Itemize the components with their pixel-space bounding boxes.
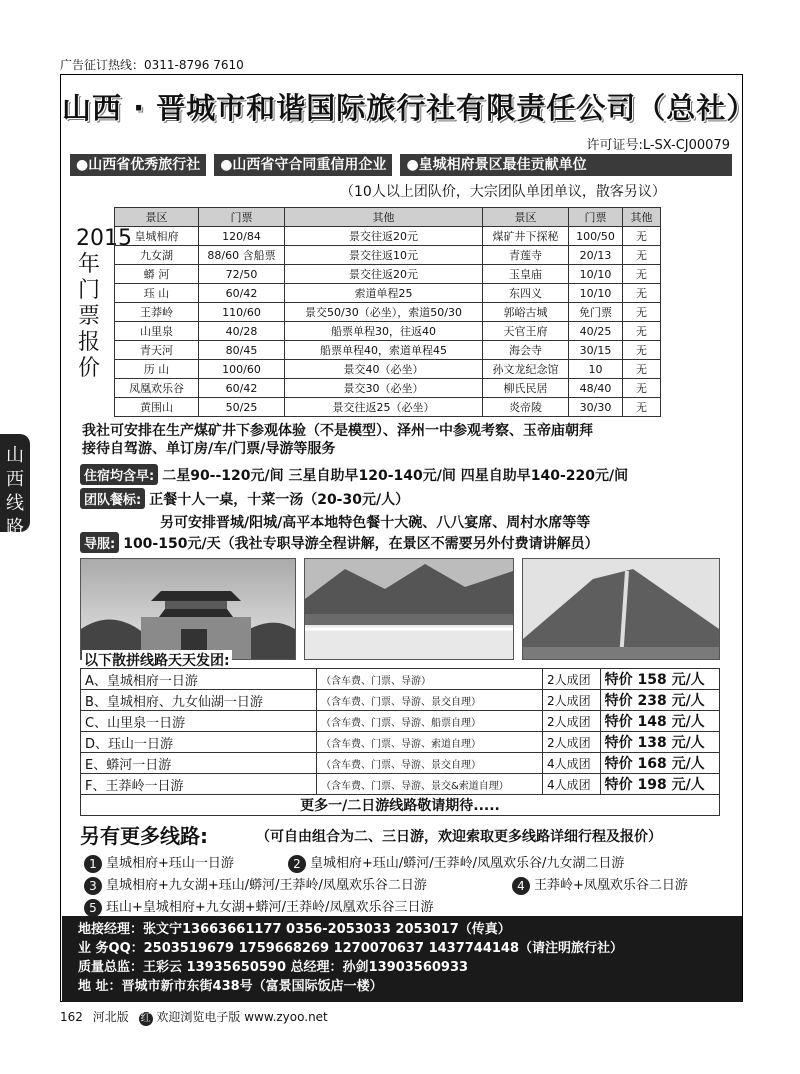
table-cell: 皇城相府 [115,227,199,246]
table-header: 门票 [569,208,623,227]
table-row [115,360,661,379]
table-cell: 10 [569,360,623,379]
contact-block [62,916,742,1002]
table-cell: 无 [623,379,661,398]
table-cell: 40/25 [569,322,623,341]
route-name: B、皇城相府、九女仙湖一日游 [81,690,317,711]
table-cell: 蟒 河 [115,265,199,284]
meal-standard: 正餐十人一桌，十菜一汤（20-30元/人） [149,492,410,508]
combo-route-1 [84,852,234,873]
lodging-label: 住宿均含早: [80,464,158,485]
table-header-row [115,208,661,227]
table-cell: 100/50 [569,227,623,246]
table-row [115,265,661,284]
edition-label: 河北版 [92,1010,129,1024]
page-footer [60,1008,328,1026]
table-cell: 88/60 含船票 [199,246,285,265]
table-cell: 10/10 [569,265,623,284]
route-price: 特价 148 元/人 [600,711,719,732]
table-cell: 50/25 [199,398,285,417]
waterfall-illustration [305,559,513,659]
table-row [81,732,720,753]
table-row [115,322,661,341]
table-cell: 60/42 [199,284,285,303]
table-cell: 无 [623,227,661,246]
combo-text: 珏山+皇城相府+九女湖+蟒河/王莽岭/凤凰欢乐谷三日游 [106,900,434,915]
contact-qq: 业 务QQ：2503519679 1759668269 1270070637 1437744148（请注明旅行社） [78,941,624,956]
table-cell: 景交40（必坐） [285,360,483,379]
route-name: E、蟒河一日游 [81,753,317,774]
route-name: F、王莽岭一日游 [81,774,317,795]
route-min-group: 4人成团 [543,753,601,774]
table-header: 景区 [115,208,199,227]
honors-bar [70,154,732,176]
table-cell: 东四义 [483,284,569,303]
route-min-group: 4人成团 [543,774,601,795]
route-price: 特价 138 元/人 [600,732,719,753]
table-cell: 郭峪古城 [483,303,569,322]
table-cell: 景交30（必坐） [285,379,483,398]
table-cell: 48/40 [569,379,623,398]
table-cell: 30/30 [569,398,623,417]
route-min-group: 2人成团 [543,690,601,711]
table-header: 景区 [483,208,569,227]
combo-text: 皇城相府+珏山一日游 [106,856,234,871]
honor-badge: ●山西省优秀旅行社 [70,154,206,176]
section-side-tab [0,434,30,538]
contact-address: 地 址：晋城市新市东街438号（富景国际饭店一楼） [78,979,383,994]
gate-illustration [81,559,295,659]
route-name: D、珏山一日游 [81,732,317,753]
table-row [81,753,720,774]
table-row [81,774,720,795]
table-cell: 无 [623,265,661,284]
table-cell: 景交往返20元 [285,265,483,284]
table-row [115,379,661,398]
table-cell: 历 山 [115,360,199,379]
route-inclusions: （含车费、门票、导游） [317,669,543,690]
ticket-section-title: 2015年门票报价 [76,226,132,381]
meal-extra: 另可安排晋城/阳城/高平本地特色餐十大碗、八八宴席、周村水席等等 [160,515,591,531]
table-cell: 煤矿井下探秘 [483,227,569,246]
route-min-group: 2人成团 [543,732,601,753]
table-cell: 景交往返25（必坐） [285,398,483,417]
lodging-row [80,464,628,485]
meal-label: 团队餐标: [80,488,145,509]
route-inclusions: （含车费、门票、导游、景交自理） [317,753,543,774]
table-cell: 景交往返10元 [285,246,483,265]
photo-waterfall [304,558,514,660]
number-badge: 2 [288,855,306,873]
combo-route-3 [84,874,427,895]
red-badge-icon: 红 [140,1013,151,1024]
guide-price: 100-150元/天（我社专职导游全程讲解，在景区不需要另外付费请讲解员） [123,536,599,552]
ticket-price-table [114,207,661,417]
table-cell: 72/50 [199,265,285,284]
table-row [115,227,661,246]
table-header: 其他 [285,208,483,227]
combo-route-4 [512,874,688,895]
table-cell: 凤凰欢乐谷 [115,379,199,398]
guide-row [80,532,599,553]
route-min-group: 2人成团 [543,711,601,732]
daily-tours-title: 以下散拼线路天天发团: [82,650,232,670]
table-row [115,398,661,417]
table-cell: 110/60 [199,303,285,322]
combo-text: 皇城相府+珏山/蟒河/王莽岭/凤凰欢乐谷/九女湖二日游 [310,856,625,871]
photo-ancient-gate [80,558,296,660]
table-header: 门票 [199,208,285,227]
table-cell: 炎帝陵 [483,398,569,417]
table-cell: 10/10 [569,284,623,303]
table-cell: 青莲寺 [483,246,569,265]
table-cell: 40/28 [199,322,285,341]
number-badge: 1 [84,855,102,873]
route-price: 特价 238 元/人 [600,690,719,711]
route-inclusions: （含车费、门票、导游、索道自理） [317,732,543,753]
table-row [115,246,661,265]
table-cell: 30/15 [569,341,623,360]
table-cell: 无 [623,322,661,341]
table-cell: 无 [623,360,661,379]
route-min-group: 2人成团 [543,669,601,690]
meal-row [80,488,409,509]
table-cell: 80/45 [199,341,285,360]
table-cell: 珏 山 [115,284,199,303]
table-cell: 玉皇庙 [483,265,569,284]
service-line-2: 接待自驾游、单订房/车/门票/导游等服务 [82,441,336,457]
combo-route-5 [84,896,433,917]
table-row [115,303,661,322]
table-cell: 九女湖 [115,246,199,265]
number-badge: 4 [512,877,530,895]
honor-badge: ●山西省守合同重信用企业 [214,154,392,176]
routes-more-note: 更多一/二日游线路敬请期待..... [81,795,720,816]
combo-text: 皇城相府+九女湖+珏山/蟒河/王莽岭/凤凰欢乐谷二日游 [106,878,427,893]
table-cell: 120/84 [199,227,285,246]
table-cell: 船票单程40，索道单程45 [285,341,483,360]
number-badge: 3 [84,877,102,895]
contact-quality: 质量总监：王彩云 13935650590 总经理：孙剑13903560933 [78,960,469,975]
route-price: 特价 158 元/人 [600,669,719,690]
table-cell: 无 [623,398,661,417]
route-name: C、山里泉一日游 [81,711,317,732]
route-price: 特价 168 元/人 [600,753,719,774]
table-cell: 无 [623,303,661,322]
lodging-prices: 二星90--120元/间 三星自助早120-140元/间 四星自助早140-220元/间 [162,468,629,484]
table-row [81,795,720,816]
table-cell: 黄围山 [115,398,199,417]
page-number: 162 [60,1010,83,1024]
honor-badge: ●皇城相府景区最佳贡献单位 [400,154,732,176]
route-name: A、皇城相府一日游 [81,669,317,690]
contact-manager: 地接经理：张文宁13663661177 0356-2053033 2053017（传真） [78,922,511,937]
route-inclusions: （含车费、门票、导游、船票自理） [317,711,543,732]
table-row [115,284,661,303]
table-header: 其他 [623,208,661,227]
table-row [81,711,720,732]
side-tab-label: 山西线路 [6,445,24,538]
company-title: 山西 · 晋城市和谐国际旅行社有限责任公司（总社） [62,91,757,125]
combo-text: 王莽岭+凤凰欢乐谷二日游 [534,878,688,893]
table-cell: 柳氏民居 [483,379,569,398]
table-cell: 100/60 [199,360,285,379]
table-cell: 无 [623,341,661,360]
guide-label: 导服: [80,532,119,553]
table-cell: 索道单程25 [285,284,483,303]
service-line-1: 我社可安排在生产煤矿井下参观体验（不是模型）、泽州一中参观考察、玉帝庙朝拜 [82,423,593,439]
license-number: 许可证号:L-SX-CJ00079 [586,138,730,153]
route-price: 特价 198 元/人 [600,774,719,795]
combo-route-2 [288,852,624,873]
table-row [81,669,720,690]
table-cell: 船票单程30，往返40 [285,322,483,341]
more-routes-subtitle: （可自由组合为二、三日游，欢迎索取更多线路详细行程及报价） [256,829,662,845]
table-cell: 免门票 [569,303,623,322]
table-cell: 天官王府 [483,322,569,341]
photo-mountain-stairs [522,558,720,660]
route-inclusions: （含车费、门票、导游、景交自理） [317,690,543,711]
table-cell: 景交往返20元 [285,227,483,246]
daily-routes-table [80,668,720,816]
table-cell: 孙文龙纪念馆 [483,360,569,379]
group-price-note: （10人以上团队价，大宗团队单团单议，散客另议） [340,184,666,200]
ad-hotline: 广告征订热线：0311-8796 7610 [60,58,244,72]
table-cell: 无 [623,284,661,303]
table-cell: 王莽岭 [115,303,199,322]
table-cell: 无 [623,246,661,265]
mountain-illustration [523,559,719,659]
number-badge: 5 [84,899,102,917]
table-cell: 青天河 [115,341,199,360]
table-cell: 海会寺 [483,341,569,360]
table-cell: 景交50/30（必坐），索道50/30 [285,303,483,322]
table-row [81,690,720,711]
route-inclusions: （含车费、门票、导游、景交&索道自理） [317,774,543,795]
more-routes-title: 另有更多线路: [80,824,208,848]
table-row [115,341,661,360]
table-cell: 20/13 [569,246,623,265]
table-cell: 山里泉 [115,322,199,341]
table-cell: 60/42 [199,379,285,398]
website-link[interactable]: 欢迎浏览电子版 www.zyoo.net [156,1010,328,1024]
